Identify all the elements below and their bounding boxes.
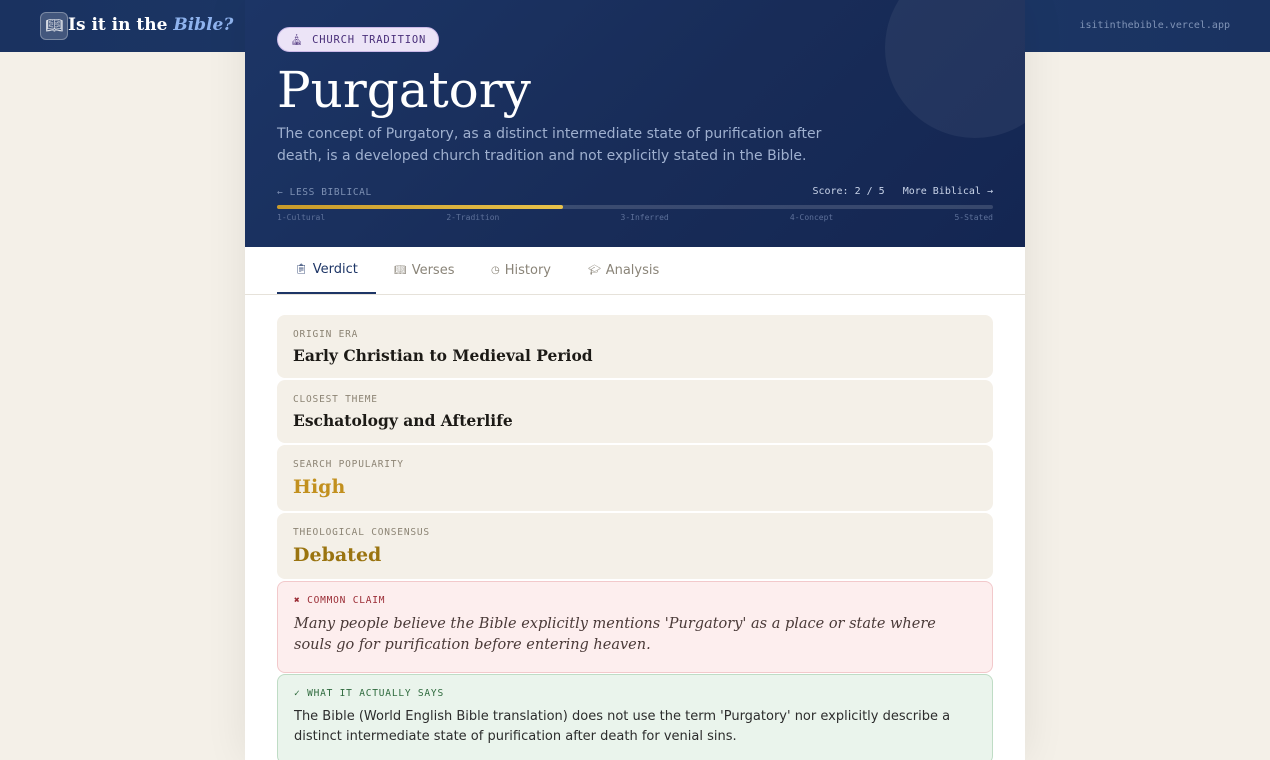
scale-right-labels: [812, 186, 993, 197]
search-popularity-card: [277, 445, 993, 511]
tab-verdict[interactable]: [277, 247, 376, 294]
verdict-panel: [277, 315, 993, 760]
score-ticks: [277, 213, 993, 222]
tab-history[interactable]: [473, 247, 569, 294]
closest-theme-value: Eschatology and Afterlife: [293, 411, 513, 430]
common-claim-header: [294, 595, 976, 606]
church-icon: ⛪︎: [290, 34, 305, 46]
category-badge-label: CHURCH TRADITION: [312, 33, 427, 46]
score-text: Score: 2 / 5: [812, 186, 885, 197]
open-book-icon[interactable]: 📖︎: [40, 12, 68, 40]
score-tick: 1-Cultural: [277, 213, 326, 222]
common-claim-text: Many people believe the Bible explicitly mentions 'Purgatory' as a place or state where souls go for purification before entering heaven.: [294, 616, 936, 653]
clock-icon: ◷: [491, 265, 500, 276]
score-tick: 4-Concept: [789, 213, 834, 222]
page-title: Purgatory: [277, 61, 531, 119]
tab-verses[interactable]: [376, 247, 472, 294]
origin-era-card: [277, 315, 993, 378]
score-progress-track: [277, 205, 993, 209]
origin-era-value: Early Christian to Medieval Period: [293, 346, 593, 365]
topic-card: [245, 0, 1025, 760]
clipboard-icon: 📋︎: [295, 264, 308, 275]
theological-consensus-label: THEOLOGICAL CONSENSUS: [293, 527, 430, 538]
tab-label: Verses: [411, 263, 455, 278]
scale-less-biblical-label: ← LESS BIBLICAL: [277, 187, 372, 198]
hero-section: [245, 0, 1025, 247]
decorative-circle: [885, 0, 1025, 138]
theological-consensus-card: [277, 513, 993, 579]
theological-consensus-value: Debated: [293, 544, 382, 566]
category-badge: [277, 27, 439, 52]
tab-label: Verdict: [312, 262, 358, 277]
actual-says-header: [294, 688, 976, 699]
actual-says-card: [277, 674, 993, 760]
score-tick: 3-Inferred: [620, 213, 669, 222]
site-logo[interactable]: [68, 15, 233, 35]
tab-analysis[interactable]: [570, 247, 677, 294]
search-popularity-label: SEARCH POPULARITY: [293, 459, 404, 470]
scale-more-biblical-label: More Biblical →: [902, 186, 993, 197]
score-tick: 2-Tradition: [446, 213, 500, 222]
graduation-cap-icon: 🎓︎: [588, 265, 601, 276]
tab-label: Analysis: [605, 263, 660, 278]
closest-theme-label: CLOSEST THEME: [293, 394, 378, 405]
site-domain: isitinthebible.vercel.app: [1079, 20, 1230, 31]
logo-emphasis: Bible?: [173, 15, 234, 35]
tab-label: History: [504, 263, 551, 278]
topic-description: The concept of Purgatory, as a distinct intermediate state of purification after death, is a developed church tradition and not explicitly stated in the Bible.: [277, 126, 822, 164]
common-claim-label: COMMON CLAIM: [307, 595, 386, 606]
tab-bar: [245, 247, 1025, 295]
search-popularity-value: High: [293, 476, 346, 498]
score-progress-fill: [277, 205, 563, 209]
score-tick: 5-Stated: [954, 213, 993, 222]
x-mark-icon: ✖︎: [294, 595, 301, 606]
book-icon: 📖︎: [394, 265, 407, 276]
common-claim-card: [277, 581, 993, 673]
closest-theme-card: [277, 380, 993, 443]
check-mark-icon: ✓: [294, 688, 301, 699]
origin-era-label: ORIGIN ERA: [293, 329, 359, 340]
actual-says-text: The Bible (World English Bible translation) does not use the term 'Purgatory' nor explicitly describe a distinct intermediate state of purification after death for venial sins.: [294, 709, 951, 744]
logo-prefix: Is it in the: [68, 15, 174, 35]
actual-says-label: WHAT IT ACTUALLY SAYS: [307, 688, 444, 699]
